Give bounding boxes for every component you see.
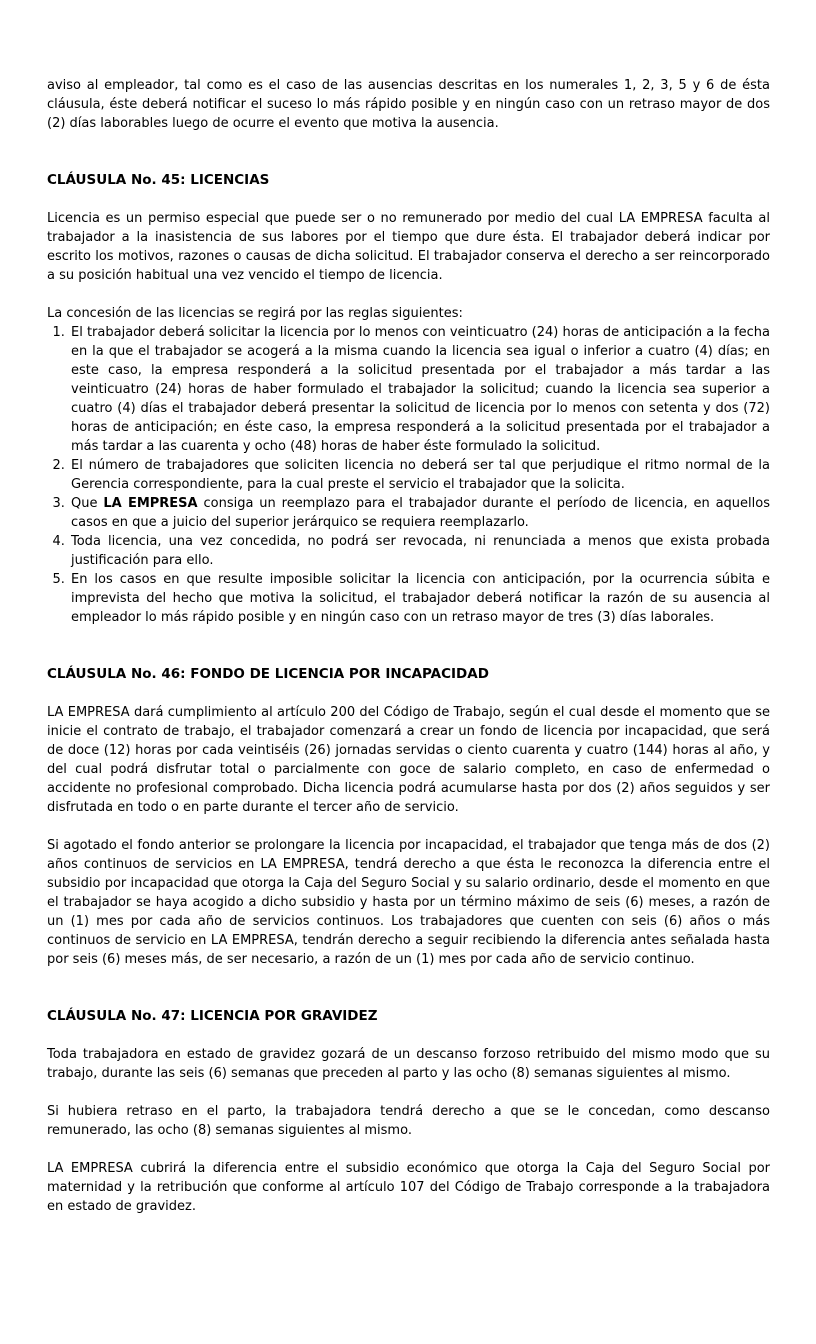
- clause-47-paragraph-3: LA EMPRESA cubrirá la diferencia entre el subsidio económico que otorga la Caja del Seguro Social por maternidad y la retribución que conforme al artículo 107 del Código de Trabajo corresponde a la trabajadora en estado de gravidez.: [47, 1161, 770, 1214]
- clause-46-paragraph-2: Si agotado el fondo anterior se prolongare la licencia por incapacidad, el trabajador que tenga más de dos (2) años continuos de servicios en LA EMPRESA, tendrá derecho a que ésta le reconozca la diferencia entre el subsidio por incapacidad que otorga la Caja del Seguro Social y su salario ordinario, desde el momento en que el trabajador se haya acogido a dicho subsidio y hasta por un término máximo de seis (6) meses, a razón de un (1) mes por cada año de servicios continuos. Los trabajadores que cuenten con seis (6) años o más continuos de servicio en LA EMPRESA, tendrán derecho a seguir recibiendo la diferencia antes señalada hasta por seis (6) meses más, de ser necesario, a razón de un (1) mes por cada año de servicio continuo.: [47, 838, 770, 967]
- intro-paragraph: aviso al empleador, tal como es el caso de las ausencias descritas en los numerales 1, 2, 3, 5 y 6 de ésta cláusula, éste deberá notificar el suceso lo más rápido posible y en ningún caso con un retraso mayor de dos (2) días laborables luego de ocurre el evento que motiva la ausencia.: [47, 78, 770, 131]
- clause-45-intro-paragraph: Licencia es un permiso especial que puede ser o no remunerado por medio del cual LA EMPRESA faculta al trabajador a la inasistencia de sus labores por el tiempo que dure ésta. El trabajador deberá indicar por escrito los motivos, razones o causas de dicha solicitud. El trabajador conserva el derecho a ser reincorporado a su posición habitual una vez vencido el tiempo de licencia.: [47, 211, 770, 283]
- clause-47-paragraph-1: Toda trabajadora en estado de gravidez gozará de un descanso forzoso retribuido del mismo modo que su trabajo, durante las seis (6) semanas que preceden al parto y las ocho (8) semanas siguientes al mismo.: [47, 1047, 770, 1081]
- clause-47-paragraph-2: Si hubiera retraso en el parto, la trabajadora tendrá derecho a que se le concedan, como descanso remunerado, las ocho (8) semanas siguientes al mismo.: [47, 1104, 770, 1138]
- rule-item-2: 2. El número de trabajadores que soliciten licencia no deberá ser tal que perjudique el ritmo normal de la Gerencia correspondiente, para la cual preste el servicio el trabajador que la solicita.: [69, 456, 770, 494]
- rule-item-5: 5. En los casos en que resulte imposible solicitar la licencia con anticipación, por la ocurrencia súbita e imprevista del hecho que motiva la solicitud, el trabajador deberá notificar la razón de su ausencia al empleador lo más rápido posible y en ningún caso con un retraso mayor de tres (3) días laborales.: [69, 570, 770, 627]
- rule-3-text-pre: Que: [71, 496, 104, 511]
- rule-item-1: 1. El trabajador deberá solicitar la licencia por lo menos con veinticuatro (24) horas de anticipación a la fecha en la que el trabajador se acogerá a la misma cuando la licencia sea igual o inferior a cuatro (4) días; en este caso, la empresa responderá a la solicitud presentada por el trabajador a más tardar a las veinticuatro (24) horas de haber formulado el trabajador la solicitud; cuando la licencia sea superior a cuatro (4) días el trabajador deberá presentar la solicitud de licencia por lo menos con setenta y dos (72) horas de anticipación; en éste caso, la empresa responderá a la solicitud presentada por el trabajador a más tardar a las cuarenta y ocho (48) horas de haber éste formulado la solicitud.: [69, 323, 770, 456]
- rule-item-4: 4. Toda licencia, una vez concedida, no podrá ser revocada, ni renunciada a menos que exista probada justificación para ello.: [69, 532, 770, 570]
- rule-3-text-post: consiga un reemplazo para el trabajador durante el período de licencia, en aquellos casos en que a juicio del superior jerárquico se requiera reemplazarlo.: [71, 496, 770, 530]
- clause-46-paragraph-1: LA EMPRESA dará cumplimiento al artículo 200 del Código de Trabajo, según el cual desde el momento que se inicie el contrato de trabajo, el trabajador comenzará a crear un fondo de licencia por incapacidad, que será de doce (12) horas por cada veintiséis (26) jornadas servidas o ciento cuarenta y cuatro (144) horas al año, y del cual podrá disfrutar total o parcialmente con goce de salario completo, en caso de enfermedad o accidente no profesional comprobado. Dicha licencia podrá acumularse hasta por dos (2) años seguidos y ser disfrutada en todo o en parte durante el tercer año de servicio.: [47, 705, 770, 815]
- clause-45-heading: CLÁUSULA No. 45: LICENCIAS: [47, 172, 270, 188]
- clause-45-rules-intro: La concesión de las licencias se regirá por las reglas siguientes:: [47, 306, 463, 321]
- rule-item-3: [69, 494, 770, 532]
- company-name: LA EMPRESA: [103, 496, 198, 511]
- clause-45-rules-list: [47, 323, 770, 627]
- clause-47-heading: CLÁUSULA No. 47: LICENCIA POR GRAVIDEZ: [47, 1008, 378, 1024]
- clause-46-heading: CLÁUSULA No. 46: FONDO DE LICENCIA POR INCAPACIDAD: [47, 666, 489, 682]
